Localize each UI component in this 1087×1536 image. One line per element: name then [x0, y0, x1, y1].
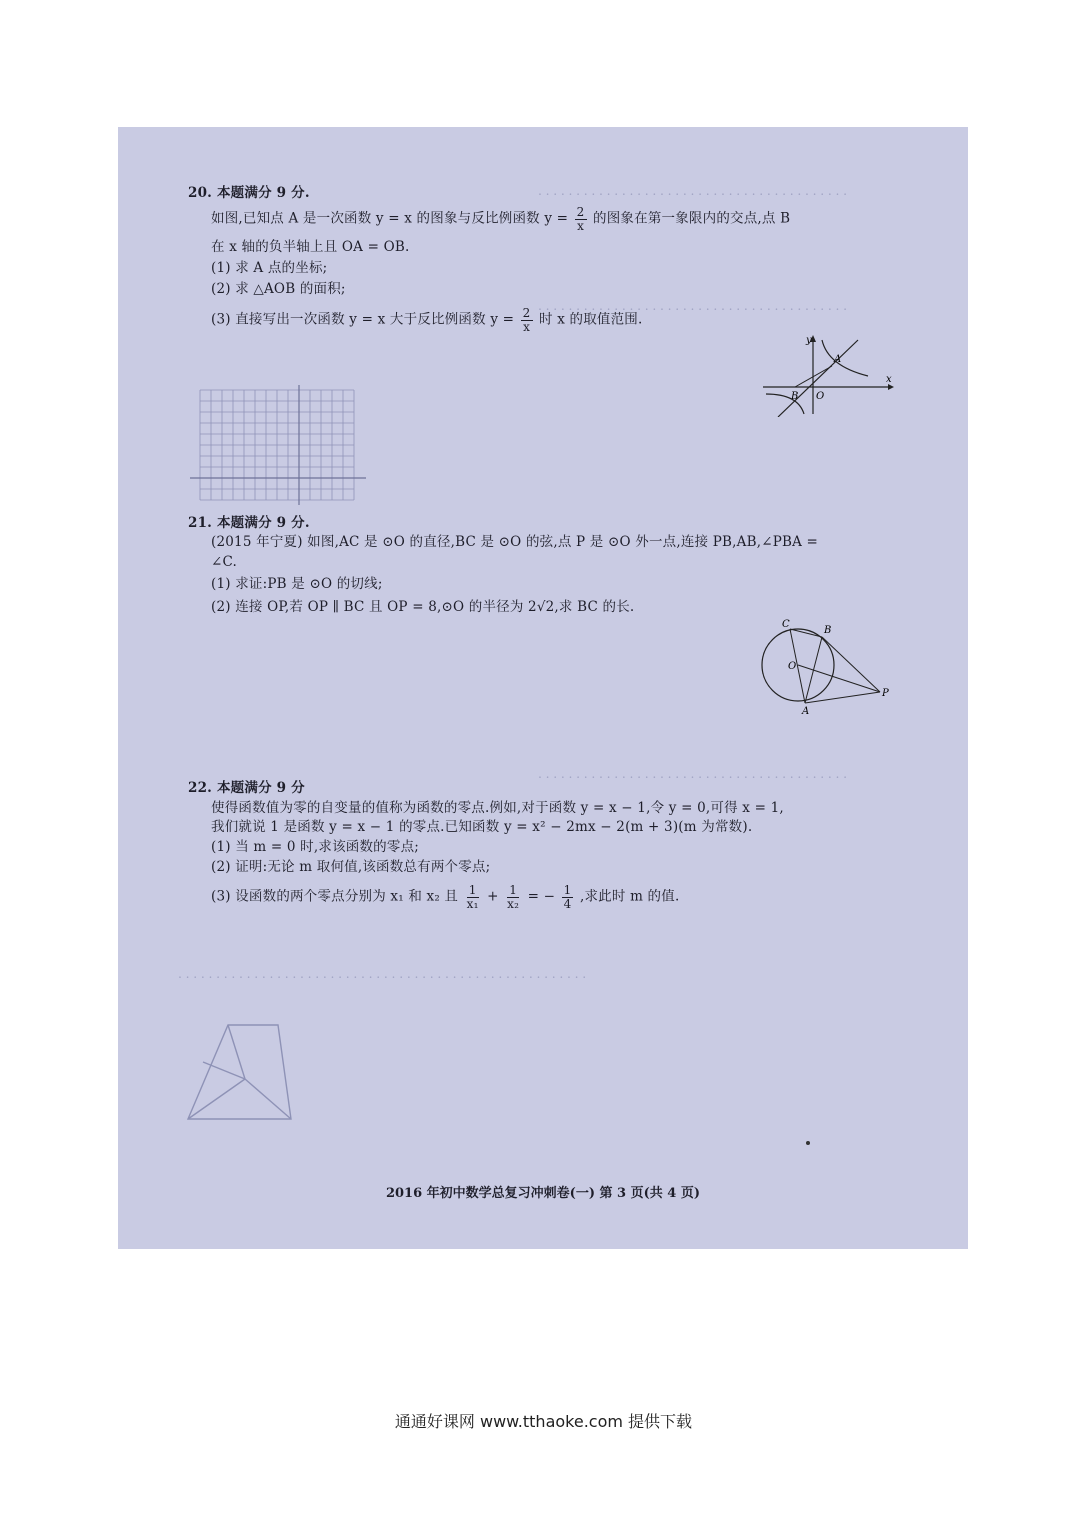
- y-axis-label: y: [806, 335, 812, 346]
- point-c-label: C: [782, 619, 790, 630]
- fraction-1-over-x2: $\frac{1}{\text{x₂}}$: [507, 883, 520, 911]
- q21-line2: ∠C.: [211, 554, 238, 570]
- scanned-page: [118, 127, 968, 1249]
- q20-sub3: (3) 直接写出一次函数 y = x 大于反比例函数 y = $\frac{2}{x}$ 时 x 的取值范围.: [211, 306, 643, 334]
- q20-sub2: (2) 求 △AOB 的面积;: [211, 281, 346, 297]
- q22-line1: 使得函数值为零的自变量的值称为函数的零点.例如,对于函数 y = x − 1,令 y = 0,可得 x = 1,: [211, 800, 784, 816]
- q22-sub3: (3) 设函数的两个零点分别为 x₁ 和 x₂ 且 $\frac{1}{\text{x₁}}$ + $\frac{1}{\text{x₂}}$ = − $\frac{1}{4}$ ,求此时 m 的值.: [211, 883, 680, 911]
- bleed-through: . . . . . . . . . . . . . . . . . . . . . . . . . . . . . . . . . . . . . . . . .: [538, 767, 847, 781]
- bleed-through-figure: [183, 1017, 303, 1127]
- q22-header: 22. 本题满分 9 分: [188, 780, 305, 796]
- bleed-through: . . . . . . . . . . . . . . . . . . . . . . . . . . . . . . . . . . . . . . . . .: [538, 299, 847, 313]
- q22-sub2: (2) 证明:无论 m 取何值,该函数总有两个零点;: [211, 859, 491, 875]
- q20-answer-grid: [190, 385, 380, 515]
- q20-line2: 在 x 轴的负半轴上且 OA = OB.: [211, 239, 410, 255]
- point-o-label: O: [816, 391, 825, 402]
- point-a-label: A: [834, 354, 842, 365]
- q21-circle-figure: [750, 615, 900, 715]
- point-b-label: B: [824, 625, 832, 636]
- fraction-1-over-x1: $\frac{1}{\text{x₁}}$: [466, 883, 479, 911]
- point-b-label: B: [791, 391, 799, 402]
- q20-line1: [211, 206, 790, 232]
- q21-header: 21. 本题满分 9 分.: [188, 515, 310, 531]
- bleed-through: . . . . . . . . . . . . . . . . . . . . . . . . . . . . . . . . . . . . . . . . .: [538, 184, 847, 198]
- q21-sub1: (1) 求证:PB 是 ⊙O 的切线;: [211, 576, 383, 592]
- q21-line1: (2015 年宁夏) 如图,AC 是 ⊙O 的直径,BC 是 ⊙O 的弦,点 P 是 ⊙O 外一点,连接 PB,AB,∠PBA =: [211, 534, 819, 550]
- point-o-label: O: [788, 661, 797, 672]
- x-axis-label: x: [886, 374, 892, 385]
- q20-sub1: (1) 求 A 点的坐标;: [211, 260, 328, 276]
- q20-line1-a: 如图,已知点 A 是一次函数 y = x 的图象与反比例函数 y =: [211, 210, 569, 227]
- fraction-1-over-4: $\frac{1}{4}$: [563, 883, 572, 911]
- q22-line2: 我们就说 1 是函数 y = x − 1 的零点.已知函数 y = x² − 2mx − 2(m + 3)(m 为常数).: [211, 819, 753, 835]
- point-a-label: A: [802, 706, 810, 715]
- q20-header: 20. 本题满分 9 分.: [188, 185, 310, 201]
- fraction-2-over-x: $\frac{2}{x}$: [522, 306, 531, 334]
- point-p-label: P: [882, 688, 889, 699]
- page-footer: 2016 年初中数学总复习冲刺卷(一) 第 3 页(共 4 页): [385, 1186, 701, 1201]
- bleed-through: . . . . . . . . . . . . . . . . . . . . . . . . . . . . . . . . . . . . . . . . . . . . . . . . . . . . . .: [178, 967, 587, 981]
- fraction-2-over-x: $\frac{2}{x}$: [576, 205, 585, 233]
- q20-line1-b: 的图象在第一象限内的交点,点 B: [593, 210, 791, 227]
- stray-dot: [806, 1141, 810, 1145]
- download-credit: 通通好课网 www.tthaoke.com 提供下载: [394, 1412, 693, 1431]
- q22-sub1: (1) 当 m = 0 时,求该函数的零点;: [211, 839, 420, 855]
- q20-graph-figure: [758, 332, 898, 417]
- q21-sub2: (2) 连接 OP,若 OP ∥ BC 且 OP = 8,⊙O 的半径为 2√2,求 BC 的长.: [211, 599, 635, 615]
